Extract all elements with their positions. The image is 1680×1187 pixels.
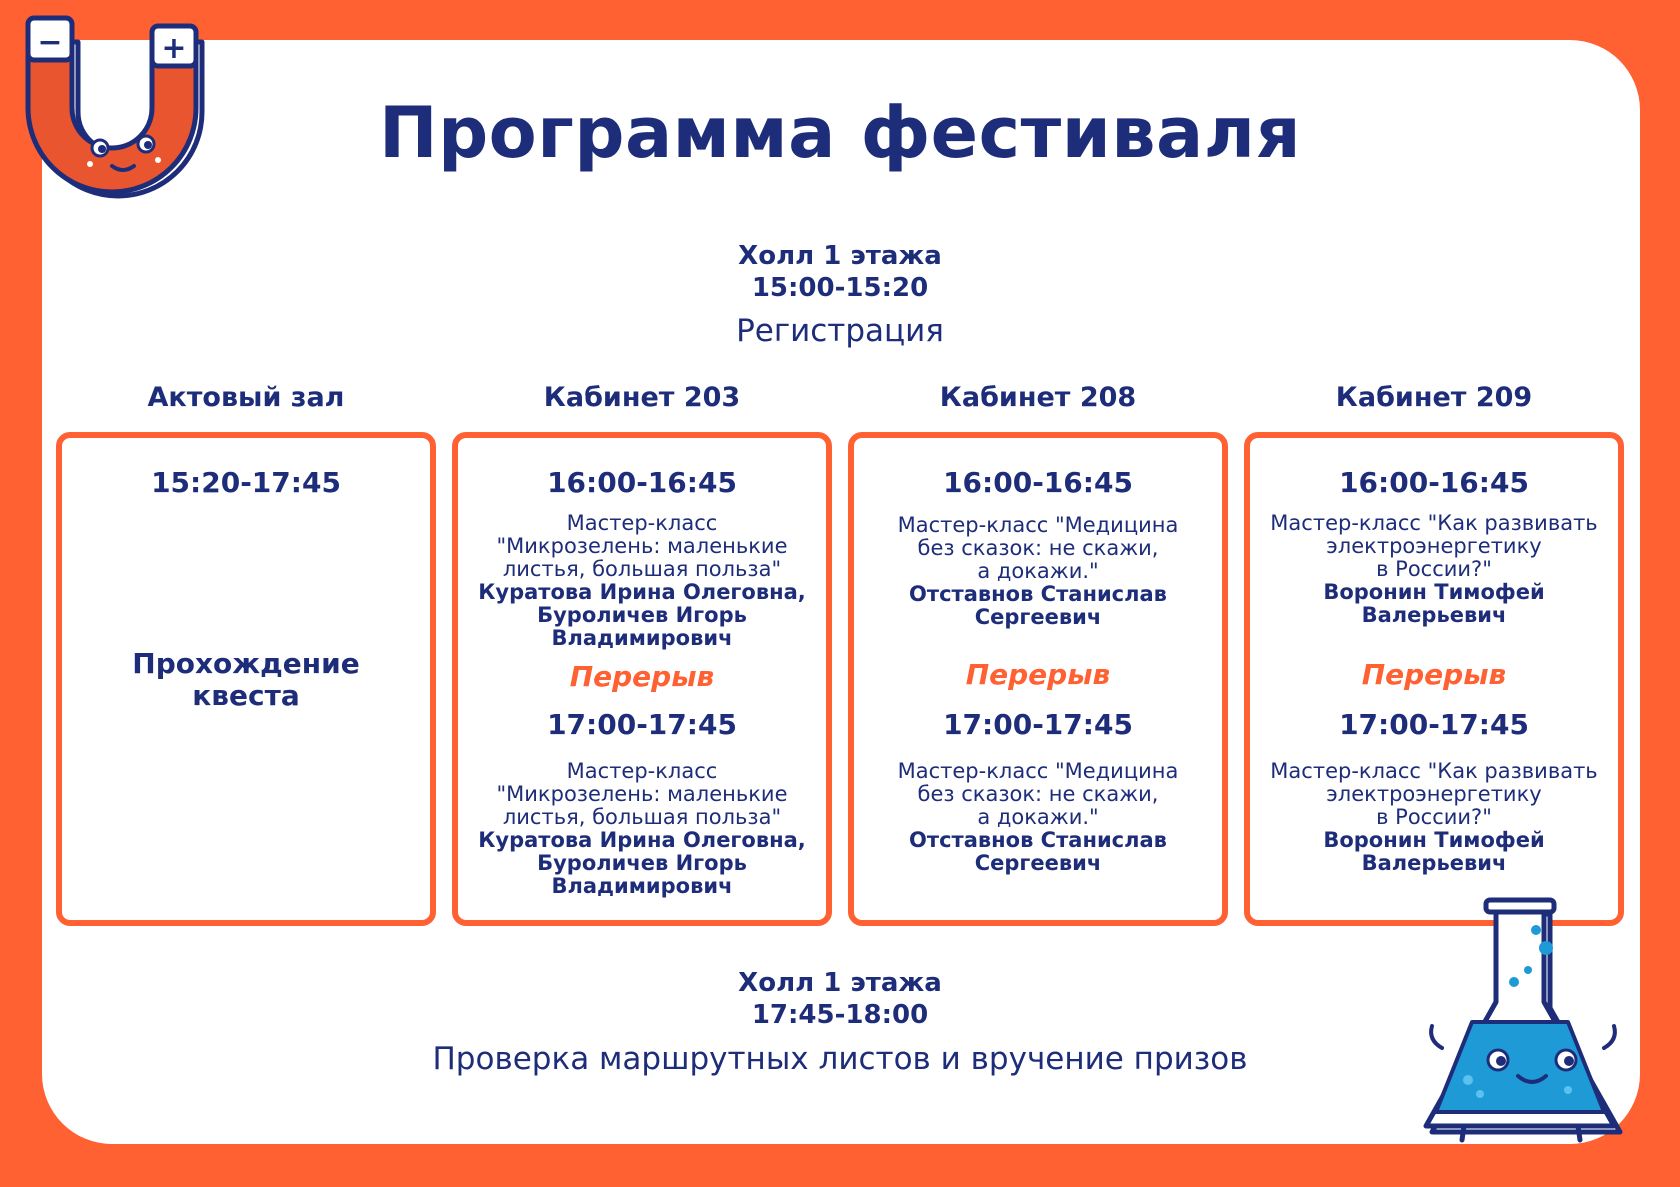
slot-1-speakers: Воронин Тимофей Валерьевич (1323, 580, 1545, 627)
slot-time: 15:20-17:45 (151, 466, 341, 499)
activity-title: Прохождение квеста (132, 647, 360, 712)
magnet-plus-sign: + (161, 31, 187, 66)
slot-1-speakers: Отставнов Станислав Сергеевич (909, 582, 1167, 629)
slot-2-description: Мастер-класс "Микрозелень: маленькие листья, большая польза" (496, 759, 788, 829)
slot-1-time: 16:00-16:45 (547, 466, 737, 499)
break-label: Перерыв (965, 658, 1111, 691)
slot-2-description: Мастер-класс "Медицина без сказок: не скажи, а докажи." (897, 759, 1179, 829)
flask-mascot-icon (1418, 890, 1640, 1150)
slot-1-time: 16:00-16:45 (943, 466, 1133, 499)
slot-2-speakers: Воронин Тимофей Валерьевич (1323, 828, 1545, 875)
slot-1-time: 16:00-16:45 (1339, 466, 1529, 499)
schedule-box-assembly-hall (56, 432, 436, 926)
magnet-minus-sign: − (37, 25, 63, 60)
slot-2-speakers: Куратова Ирина Олеговна, Буроличев Игорь Владимирович (478, 828, 806, 898)
slot-1-description: Мастер-класс "Медицина без сказок: не скажи, а докажи." (897, 513, 1179, 583)
schedule-box-room-208 (848, 432, 1228, 926)
slot-2-time: 17:00-17:45 (943, 708, 1133, 741)
slot-1-speakers: Куратова Ирина Олеговна, Буроличев Игорь Владимирович (478, 580, 806, 650)
slot-2-time: 17:00-17:45 (547, 708, 737, 741)
schedule-box-room-209 (1244, 432, 1624, 926)
opening-event: Регистрация (736, 313, 944, 349)
slot-1-description: Мастер-класс "Микрозелень: маленькие листья, большая польза" (496, 511, 788, 581)
closing-event: Проверка маршрутных листов и вручение призов (432, 1041, 1248, 1077)
break-label: Перерыв (569, 660, 715, 693)
column-header-room-208: Кабинет 208 (939, 382, 1137, 413)
column-header-room-203: Кабинет 203 (543, 382, 741, 413)
slot-2-time: 17:00-17:45 (1339, 708, 1529, 741)
schedule-box-room-203 (452, 432, 832, 926)
column-header-room-209: Кабинет 209 (1335, 382, 1533, 413)
slot-2-speakers: Отставнов Станислав Сергеевич (909, 828, 1167, 875)
opening-section (0, 240, 1680, 304)
slot-2-description: Мастер-класс "Как развивать электроэнергетику в России?" (1270, 759, 1598, 829)
slot-1-description: Мастер-класс "Как развивать электроэнергетику в России?" (1270, 511, 1598, 581)
closing-time: 17:45-18:00 (751, 1000, 929, 1030)
break-label: Перерыв (1361, 658, 1507, 691)
page-title: Программа фестиваля (378, 92, 1302, 174)
opening-place: Холл 1 этажа (738, 241, 942, 271)
opening-time: 15:00-15:20 (751, 273, 929, 303)
closing-place: Холл 1 этажа (738, 968, 942, 998)
column-header-assembly-hall: Актовый зал (147, 382, 345, 413)
